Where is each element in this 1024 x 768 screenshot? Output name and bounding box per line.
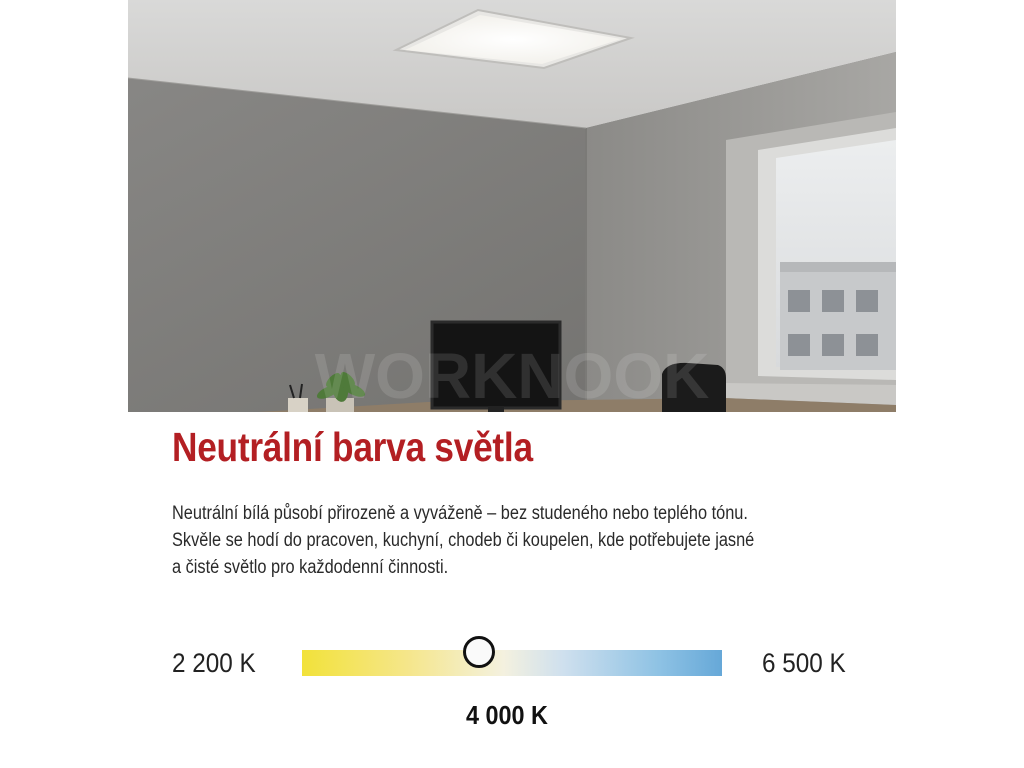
scale-current-value: 4 000 K (466, 700, 548, 730)
scale-max-label: 6 500 K (762, 648, 846, 678)
product-photo (128, 0, 896, 412)
description (172, 500, 860, 581)
headline: Neutrální barva světla (172, 424, 533, 470)
color-temperature-bar (302, 650, 722, 676)
description-line: Skvěle se hodí do pracoven, kuchyní, chodeb či koupelen, kde potřebujete jasné (172, 530, 755, 551)
description-line: Neutrální bílá působí přirozeně a vyváženě – bez studeného nebo teplého tónu. (172, 503, 748, 524)
watermark: WORKNOOK (314, 340, 710, 412)
scale-marker-knob (463, 636, 495, 668)
scale-min-label: 2 200 K (172, 648, 256, 678)
description-line: a čisté světlo pro každodenní činnosti. (172, 557, 449, 578)
